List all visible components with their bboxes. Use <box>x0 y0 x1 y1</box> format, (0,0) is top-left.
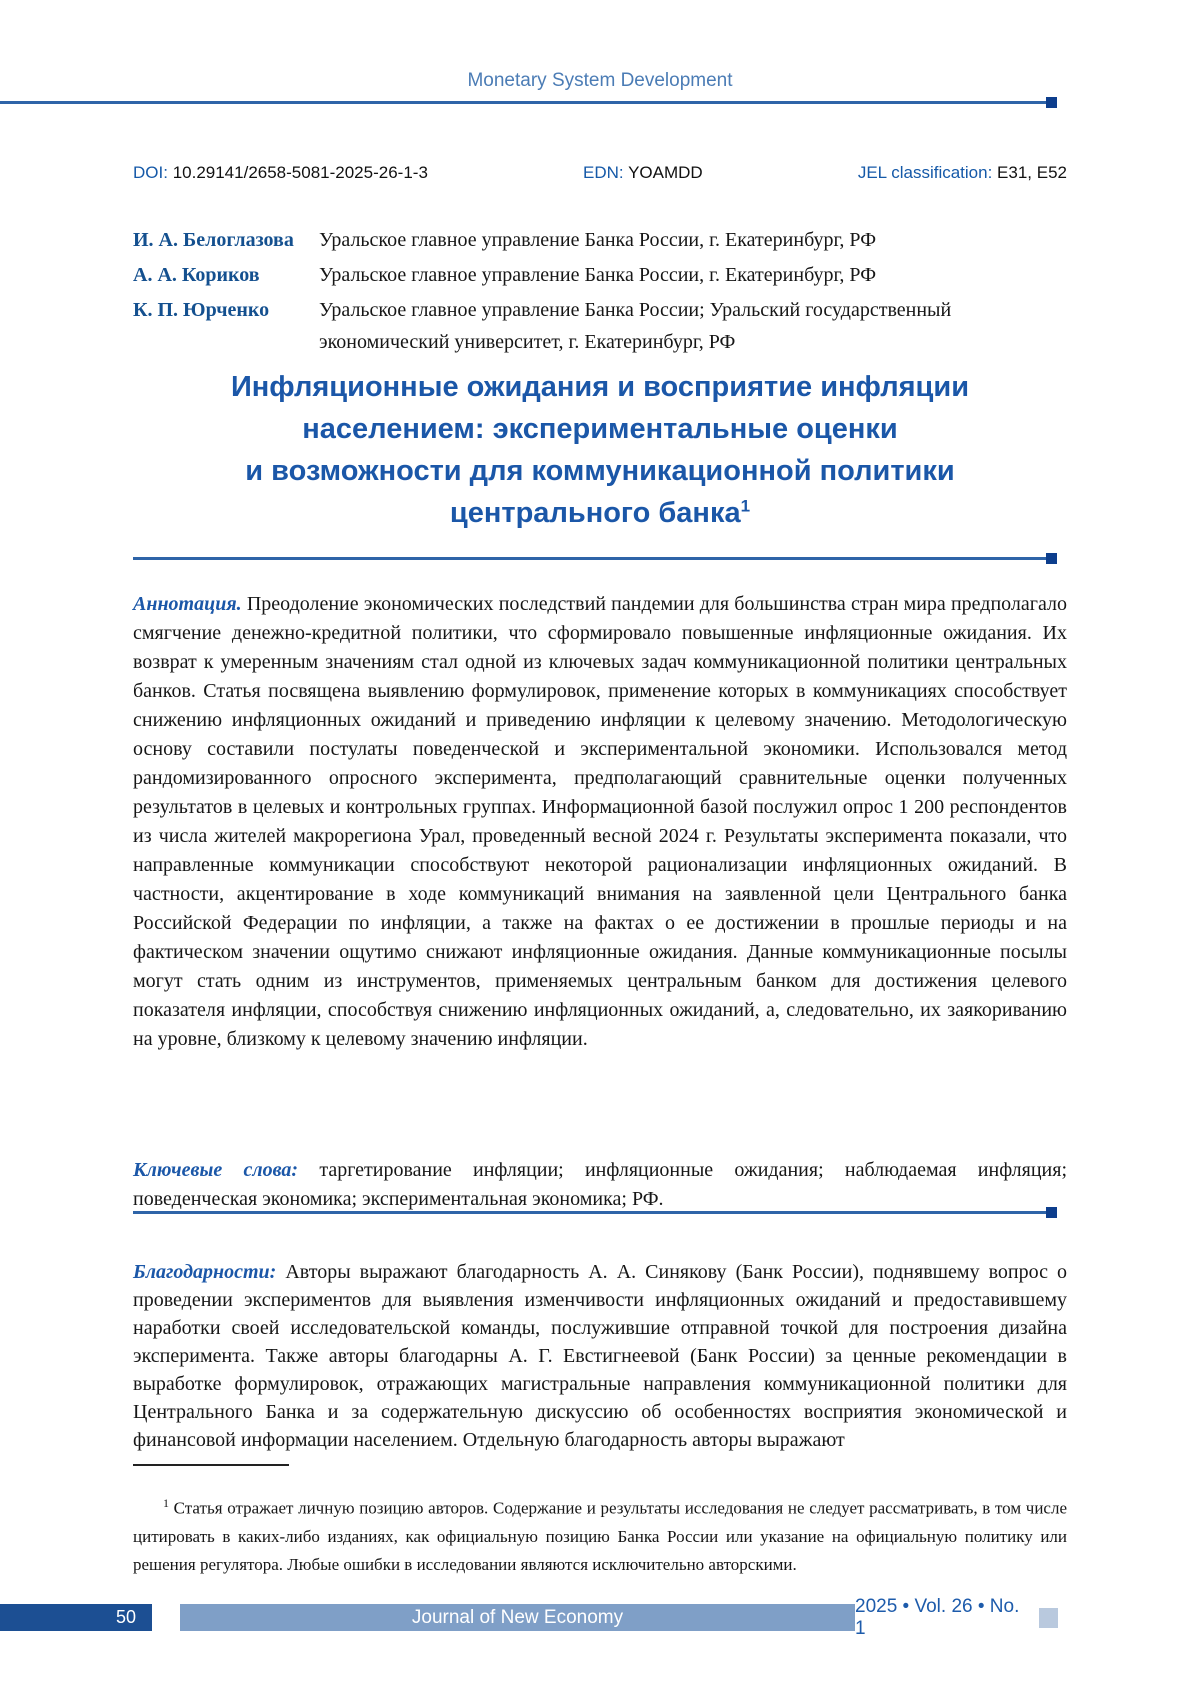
footnote <box>133 1489 1067 1579</box>
authors-block <box>133 224 1067 361</box>
article-meta-row <box>133 163 1067 183</box>
title-line: центрального банка <box>449 497 741 530</box>
edn-item <box>583 163 703 183</box>
keywords-paragraph <box>133 1156 1067 1214</box>
journal-name-bar: Journal of New Economy <box>180 1604 855 1631</box>
footnote-text: Статья отражает личную позицию авторов. Содержание и результаты исследования не следует рассматривать, в том числе цитировать в каких-либо изданиях, как официальную позицию Банка России или указание на официальную политику или решения регулятора. Любые ошибки в исследовании являются исключительно авторскими. <box>133 1498 1067 1574</box>
footer-decorative-square <box>1039 1608 1058 1628</box>
doi-item <box>133 163 428 183</box>
acknowledgments-label: Благодарности: <box>133 1261 277 1283</box>
running-head: Monetary System Development <box>467 70 733 91</box>
author-row <box>133 259 1067 291</box>
title-divider-rule <box>133 557 1055 560</box>
doi-value: 10.29141/2658-5081-2025-26-1-3 <box>172 163 428 182</box>
keywords-label: Ключевые слова: <box>133 1159 299 1181</box>
author-name: И. А. Белоглазова <box>133 229 294 251</box>
acknowledgments-paragraph <box>133 1258 1067 1454</box>
author-affiliation: Уральское главное управление Банка России, г. Екатеринбург, РФ <box>319 229 877 251</box>
doi-label: DOI: <box>133 163 168 182</box>
abstract-label: Аннотация. <box>133 593 242 615</box>
author-name: К. П. Юрченко <box>133 299 270 321</box>
keywords-text: таргетирование инфляции; инфляционные ожидания; наблюдаемая инфляция; поведенческая экономика; экспериментальная экономика; РФ. <box>133 1159 1068 1210</box>
title-footnote-marker: 1 <box>740 496 751 516</box>
author-affiliation: Уральское главное управление Банка России, г. Екатеринбург, РФ <box>319 264 877 286</box>
title-line: и возможности для коммуникационной политики <box>245 455 955 488</box>
abstract-paragraph <box>133 590 1067 1054</box>
jel-item <box>858 163 1067 183</box>
jel-label: JEL classification: <box>857 163 993 182</box>
edn-value: YOAMDD <box>628 163 703 182</box>
title-line: населением: экспериментальные оценки <box>302 413 898 446</box>
author-name: А. А. Кориков <box>133 264 260 286</box>
issue-info: 2025 • Vol. 26 • No. 1 <box>855 1595 1020 1639</box>
footnote-marker: 1 <box>163 1496 169 1510</box>
keywords-divider-rule <box>133 1211 1055 1214</box>
header-rule <box>0 101 1055 104</box>
acknowledgments-text: Авторы выражают благодарность А. А. Синякову (Банк России), поднявшему вопрос о проведении экспериментов для выявления изменчивости инфляционных ожиданий и предоставившему наработки своей исследовательской команды, послужившие отправной точкой для построения дизайна эксперимента. Также авторы благодарны А. Г. Евстигнеевой (Банк России) за ценные рекомендации в выработке формулировок, отражающих магистральные направления коммуникационной политики для Центрального Банка и за содержательную дискуссию об особенностях восприятия экономической и финансовой информации населением. Отдельную благодарность авторы выражают <box>133 1261 1067 1451</box>
footnote-separator <box>133 1464 289 1466</box>
edn-label: EDN: <box>583 163 624 182</box>
jel-value: E31, E52 <box>997 163 1067 182</box>
author-row <box>133 294 1067 358</box>
abstract-text: Преодоление экономических последствий пандемии для большинства стран мира предполагало смягчение денежно-кредитной политики, что сформировало повышенные инфляционные ожидания. Их возврат к умеренным значениям стал одной из ключевых задач коммуникационной политики центральных банков. Статья посвящена выявлению формулировок, применение которых в коммуникациях способствует снижению инфляционных ожиданий и приведению инфляции к целевому значению. Методологическую основу составили постулаты поведенческой и экспериментальной экономики. Использовался метод рандомизированного опросного эксперимента, предполагающий сравнительные оценки полученных результатов в целевых и контрольных группах. Информационной базой послужил опрос 1 200 респондентов из числа жителей макрорегиона Урал, проведенный весной 2024 г. Результаты эксперимента показали, что направленные коммуникации способствуют некоторой рационализации инфляционных ожиданий. В частности, акцентирование в ходе коммуникаций внимания на заявленной цели Центрального банка Российской Федерации по инфляции, а также на фактах о ее достижении в прошлые периоды и на фактическом значении ощутимо снижают инфляционные ожидания. Данные коммуникационные посылы могут стать одним из инструментов, применяемых центральным банком для достижения целевого показателя инфляции, способствуя снижению инфляционных ожиданий, а, следовательно, их заякориванию на уровне, близкому к целевому значению инфляции. <box>133 593 1068 1050</box>
author-affiliation: Уральское главное управление Банка России; Уральский государственный экономический университет, г. Екатеринбург, РФ <box>319 299 952 353</box>
article-title <box>60 366 1140 534</box>
footer-bar <box>0 1595 1200 1639</box>
page-number-box: 50 <box>0 1604 152 1631</box>
title-line: Инфляционные ожидания и восприятие инфляции <box>230 371 970 404</box>
author-row <box>133 224 1067 256</box>
